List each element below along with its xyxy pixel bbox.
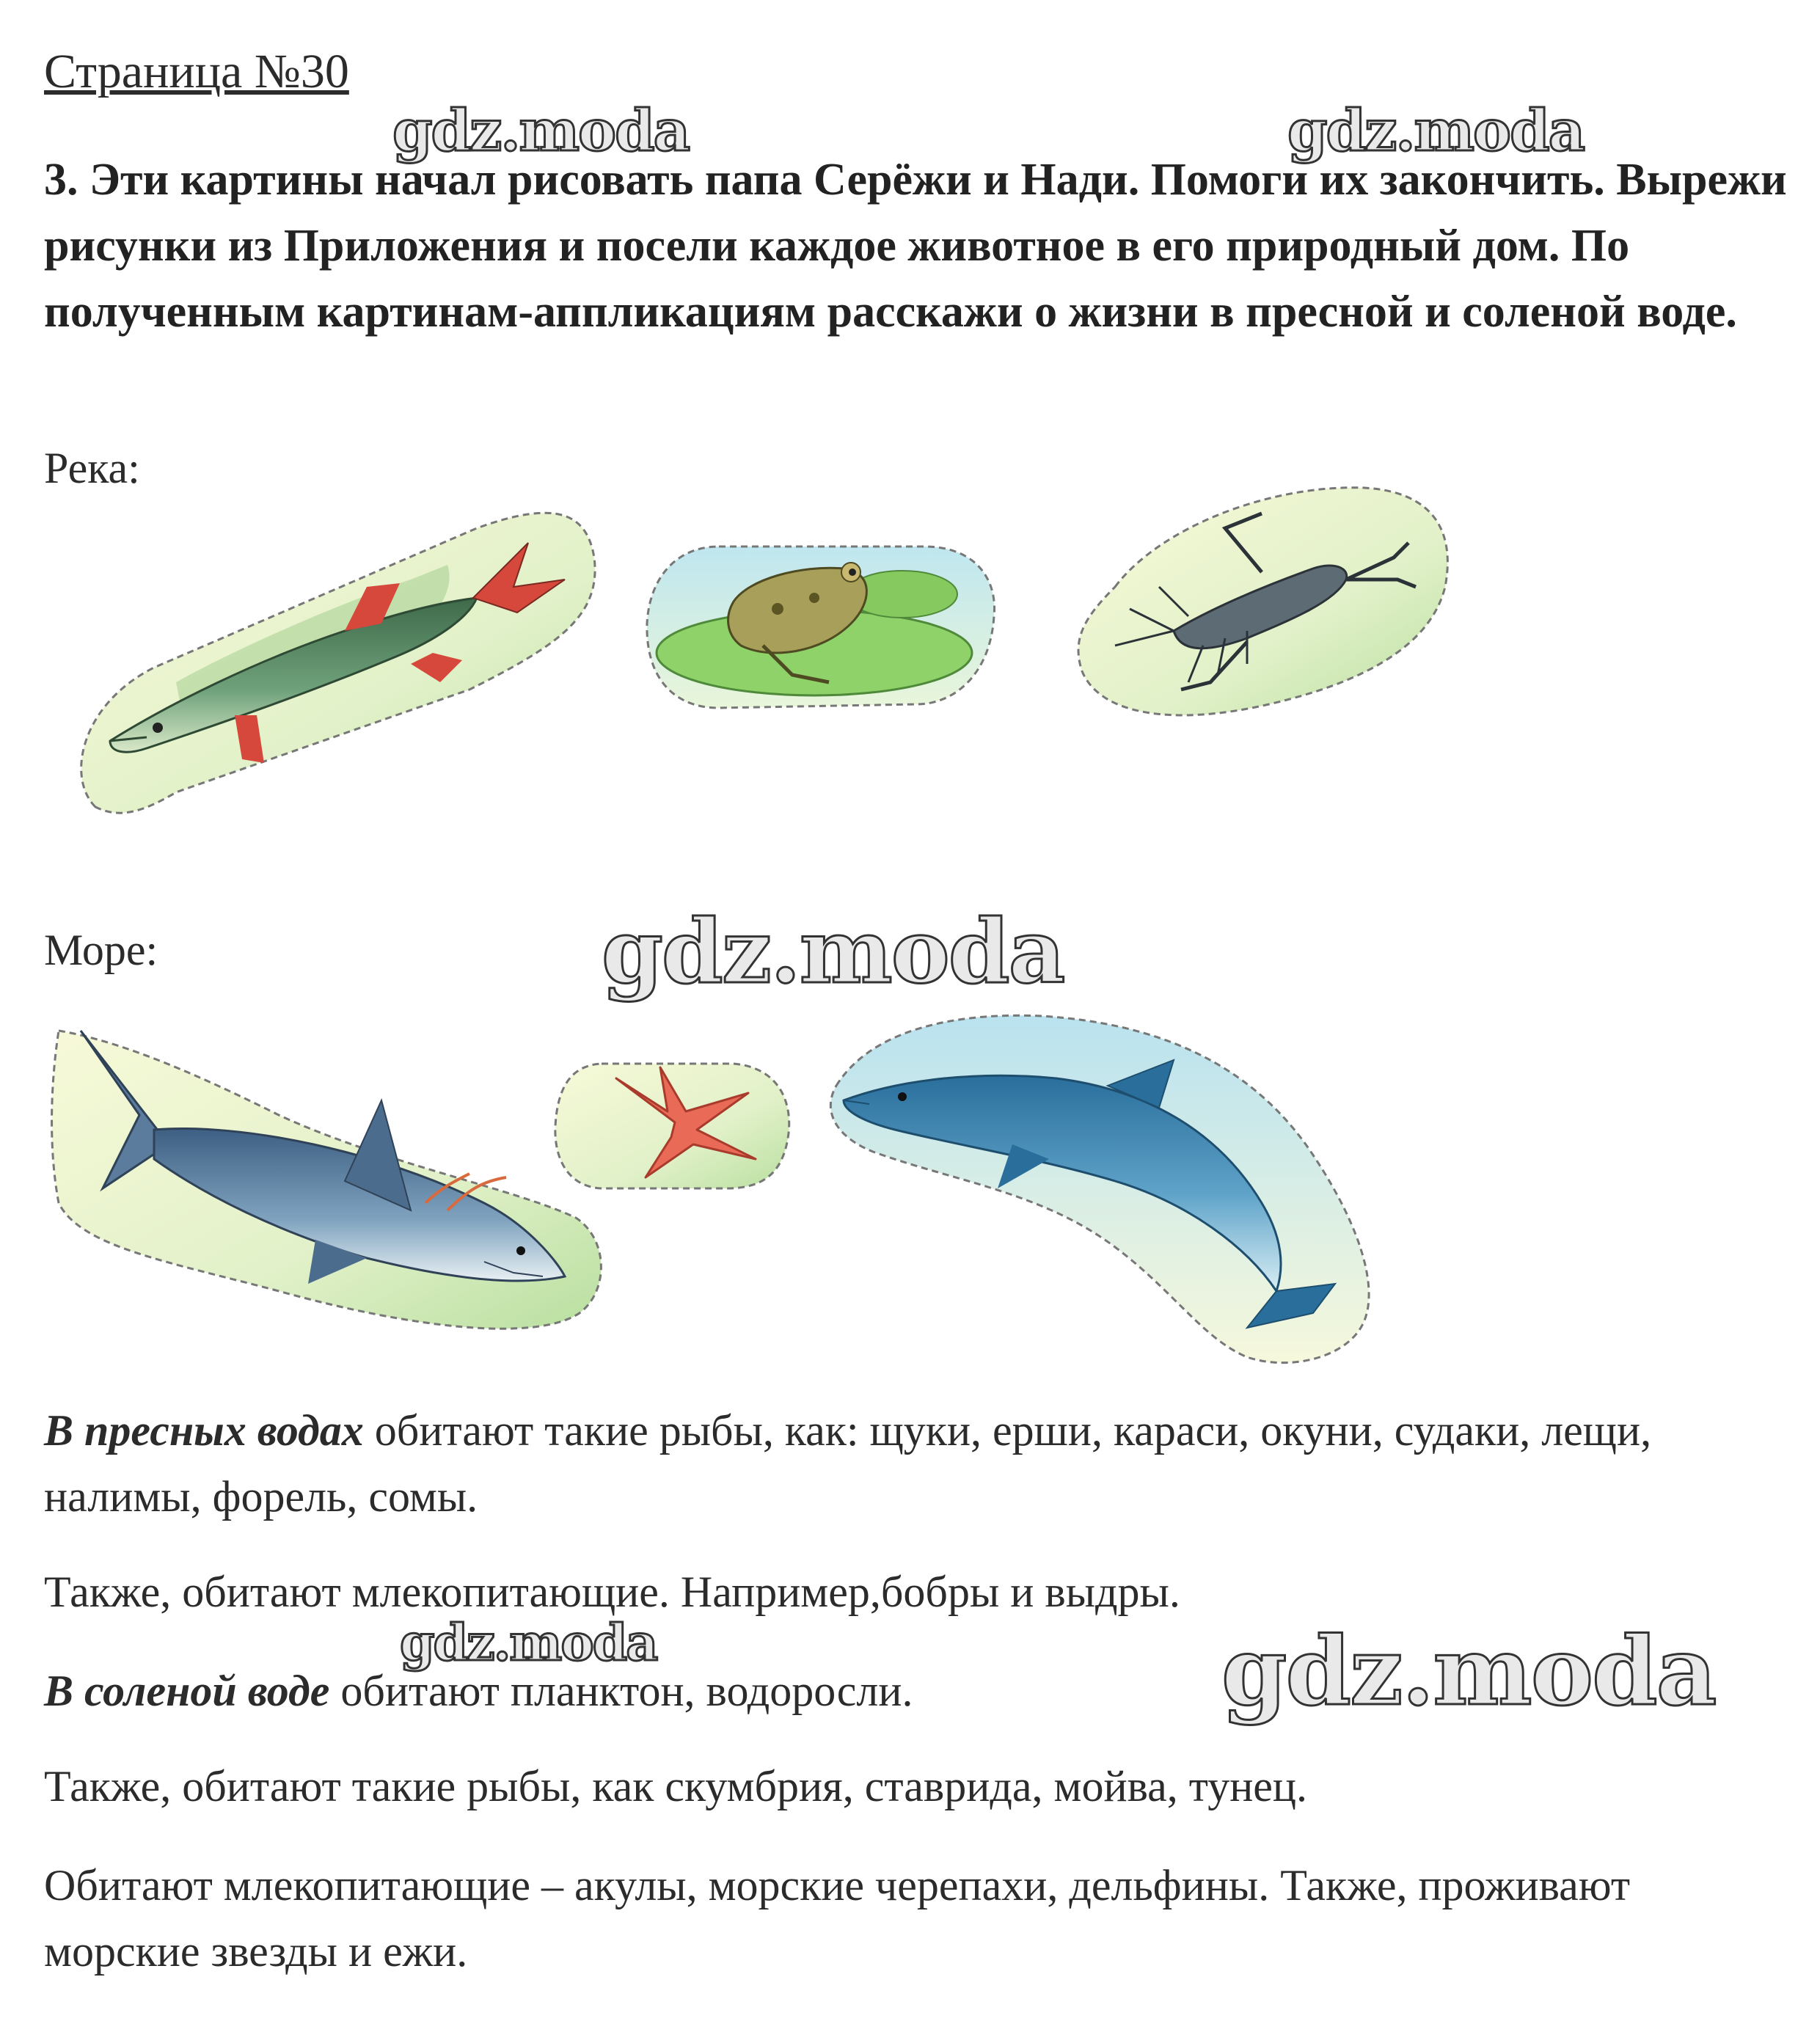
answer-paragraph-sea-fish: Также, обитают такие рыбы, как скумбрия, ставрида, мойва, тунец. (44, 1762, 1308, 1810)
pike-illustration (81, 513, 595, 813)
freshwater-text: обитают такие рыбы, как: щуки, ерши, караси, окуни, судаки, лещи, налимы, форель, сомы. (44, 1406, 1652, 1521)
task-text: 3. Эти картины начал рисовать папа Серёжи и Нади. Помоги их закончить. Вырежи рисунки из Приложения и посели каждое животное в его природный дом. По полученным картинам-аппликациям расскажи о жизни в пресной и соленой воде. (44, 155, 1787, 337)
crayfish-illustration (1078, 488, 1447, 715)
page-number: Страница №30 (44, 45, 349, 98)
answer-paragraph-sea-mammals: Обитают млекопитающие – акулы, морские черепахи, дельфины. Также, проживают морские звезды и ежи. (44, 1861, 1631, 1976)
shark-illustration (52, 1031, 602, 1329)
freshwater-heading: В пресных водах (44, 1406, 364, 1455)
sea-label: Море: (44, 926, 158, 974)
watermark: gdz.moda (1221, 1617, 1716, 1727)
watermark: gdz.moda (602, 900, 1064, 1004)
saltwater-heading: В соленой воде (44, 1667, 330, 1715)
dolphin-illustration (830, 1015, 1369, 1362)
watermark: gdz.moda (400, 1614, 657, 1673)
starfish-illustration (555, 1064, 789, 1188)
watermark: gdz.moda (1287, 98, 1585, 164)
watermark: gdz.moda (392, 98, 690, 164)
river-label: Река: (44, 444, 140, 492)
saltwater-text: обитают планктон, водоросли. (329, 1667, 913, 1715)
answer-paragraph-freshwater (44, 1397, 1783, 1529)
answer-paragraph-mammals: Также, обитают млекопитающие. Например,бобры и выдры. (44, 1568, 1180, 1616)
frog-illustration (647, 547, 995, 708)
